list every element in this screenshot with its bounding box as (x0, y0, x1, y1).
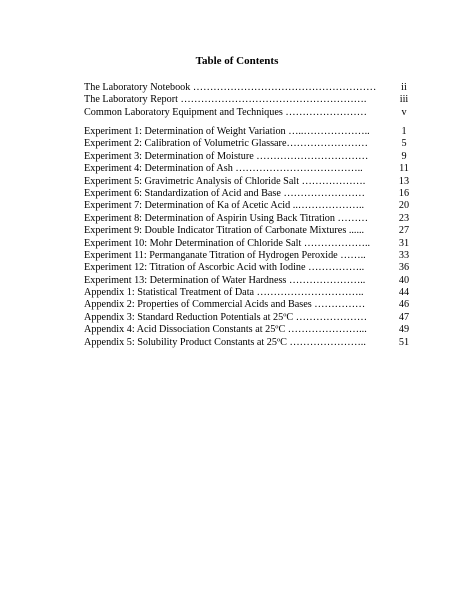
toc-page-number: 9 (401, 150, 407, 162)
toc-entry-experiment-13 (84, 274, 410, 287)
toc-entry-experiment-7 (84, 200, 410, 212)
toc-entry-text: Experiment 5: Gravimetric Analysis of Chloride Salt ………………. (84, 175, 366, 187)
toc-page-number: iii (399, 94, 409, 106)
toc-page-number: 36 (398, 262, 410, 274)
toc-entry-laboratory-notebook (84, 82, 407, 94)
toc-entry-text: Experiment 3: Determination of Moisture …………………………… (84, 150, 369, 162)
toc-entry-text: Common Laboratory Equipment and Techniques …………………… (84, 106, 367, 118)
toc-entry-experiment-5 (84, 175, 410, 188)
toc-entry-experiment-10 (84, 237, 410, 250)
toc-entry-text: Experiment 7: Determination of Ka of Acetic Acid ..……………….. (84, 200, 365, 212)
toc-entry-text: Experiment 10: Mohr Determination of Chloride Salt ……………….. (84, 237, 371, 249)
toc-entry-text: Experiment 12: Titration of Ascorbic Acid with Iodine …………….. (84, 262, 365, 274)
toc-entry-appendix-3 (84, 311, 410, 324)
toc-page-number: 31 (398, 237, 410, 249)
toc-entry-text: The Laboratory Notebook ……………………………………………… (84, 82, 377, 93)
toc-page-number: ii (401, 82, 407, 93)
toc-entry-experiment-11 (84, 249, 410, 262)
toc-page-number: 11 (399, 163, 409, 175)
toc-entry-equipment-techniques (84, 106, 407, 119)
toc-entry-text: Experiment 2: Calibration of Volumetric Glassare…………………… (84, 138, 368, 150)
toc-entry-appendix-5 (84, 336, 410, 349)
toc-entry-text: The Laboratory Report ………………………………………………. (84, 94, 367, 106)
toc-entry-text: Experiment 13: Determination of Water Hardness ………………….. (84, 274, 366, 286)
toc-entry-text: Experiment 6: Standardization of Acid and Base …………………… (84, 187, 365, 199)
toc-page-number: 49 (398, 324, 410, 336)
toc-page-number: 27 (398, 225, 410, 237)
toc-page-number: 20 (398, 200, 410, 212)
toc-entry-experiment-9 (84, 225, 410, 237)
toc-entry-text: Experiment 4: Determination of Ash ……………………………….. (84, 163, 363, 175)
toc-entry-text: Experiment 1: Determination of Weight Variation …..……………….. (84, 126, 370, 137)
toc-title: Table of Contents (195, 55, 279, 67)
toc-entry-experiment-2 (84, 138, 407, 150)
toc-page-number: 16 (398, 187, 410, 199)
toc-page-number: 44 (398, 287, 410, 298)
toc-entry-text: Appendix 2: Properties of Commercial Acids and Bases …………… (84, 299, 366, 311)
toc-entry-appendix-2 (84, 299, 410, 311)
toc-entry-text: Experiment 8: Determination of Aspirin Using Back Titration ……… (84, 212, 369, 224)
toc-page-number: 40 (398, 274, 410, 286)
toc-page-number: 23 (398, 212, 410, 224)
toc-page-number: 51 (398, 336, 410, 348)
toc-page-number: 47 (398, 311, 410, 323)
toc-experiments (84, 126, 410, 287)
toc-entry-experiment-8 (84, 212, 410, 225)
toc-entry-text: Appendix 4: Acid Dissociation Constants at 25ºC …………………... (84, 324, 367, 336)
toc-entry-appendix-4 (84, 324, 410, 336)
toc-entry-experiment-1 (84, 126, 407, 138)
toc-entry-text: Appendix 1: Statistical Treatment of Data ………………………….. (84, 287, 364, 298)
toc-entry-text: Experiment 9: Double Indicator Titration of Carbonate Mixtures ...... (84, 225, 365, 237)
toc-page-number: 46 (398, 299, 410, 311)
toc-page-number: v (401, 106, 407, 118)
toc-entry-experiment-12 (84, 262, 410, 274)
toc-entry-text: Experiment 11: Permanganate Titration of Hydrogen Peroxide …….. (84, 249, 366, 261)
toc-page-number: 13 (398, 175, 410, 187)
toc-entry-laboratory-report (84, 94, 409, 106)
toc-entry-experiment-4 (84, 163, 409, 175)
toc-entry-experiment-3 (84, 150, 407, 163)
toc-page-number: 33 (398, 249, 410, 261)
toc-page-number: 1 (401, 126, 407, 137)
toc-front-matter (84, 82, 409, 119)
toc-appendices (84, 287, 410, 349)
toc-page-number: 5 (401, 138, 407, 150)
toc-entry-text: Appendix 3: Standard Reduction Potentials at 25ºC ………………… (84, 311, 368, 323)
toc-entry-appendix-1 (84, 287, 410, 299)
toc-entry-experiment-6 (84, 187, 410, 200)
toc-entry-text: Appendix 5: Solubility Product Constants at 25ºC ………………….. (84, 336, 366, 348)
